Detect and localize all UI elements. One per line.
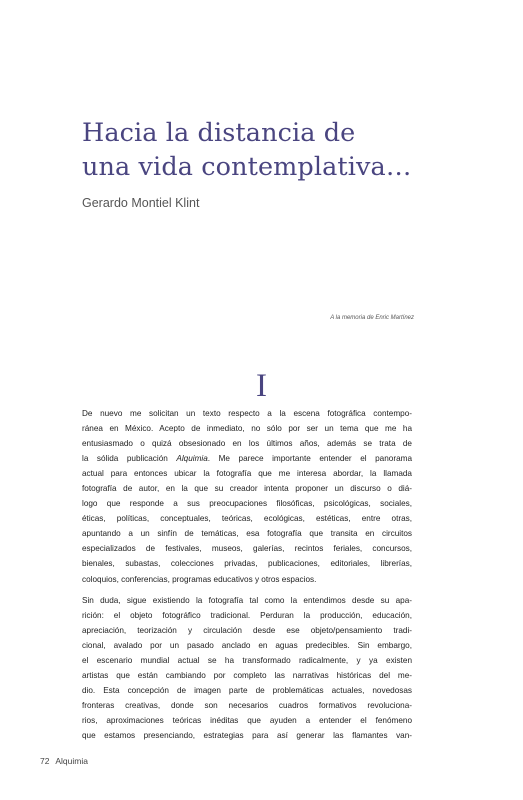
- body-paragraph-2: [82, 593, 412, 743]
- paragraph-line: dio. Esta concepción de imagen parte de problemáticas actuales, novedosas: [82, 686, 412, 696]
- paragraph-line: De nuevo me solicitan un texto respecto a la escena fotográfica contempo-: [82, 409, 412, 418]
- publication-name-italic: Alquimia: [176, 454, 208, 464]
- paragraph-line: el escenario mundial actual se ha transformado radicalmente, y ya existen: [82, 656, 412, 666]
- paragraph-line: especializados de festivales, museos, galerías, recintos feriales, concursos,: [82, 544, 412, 554]
- paragraph-line: artistas que están cambiando por completo las narrativas históricas del me-: [82, 671, 412, 681]
- article-title: [82, 116, 482, 184]
- paragraph-line: apreciación, teorización y circulación desde ese objeto/pensamiento tradi-: [82, 626, 412, 636]
- paragraph-line: coloquios, conferencias, programas educativos y otros espacios.: [82, 574, 317, 584]
- article-title-line-1: Hacia la distancia de: [82, 118, 356, 148]
- paragraph-line-segment: la sólida publicación: [82, 454, 177, 464]
- paragraph-line: [82, 451, 412, 466]
- paragraph-line: logo que responde a sus preocupaciones filosóficas, psicológicas, sociales,: [82, 499, 412, 509]
- paragraph-line: actual para entonces ubicar la fotografía que me interesa abordar, la llamada: [82, 469, 412, 479]
- paragraph-line: rios, aproximaciones teóricas inéditas que ayuden a entender el fenómeno: [82, 716, 412, 726]
- paragraph-line: fronteras creativas, donde son necesarios cuadros formativos revoluciona-: [82, 701, 412, 711]
- page-footer: [40, 756, 88, 766]
- paragraph-line: cional, avalado por un pasado anclado en aguas predecibles. Sin embargo,: [82, 641, 412, 651]
- body-paragraph-1: [82, 406, 412, 587]
- paragraph-line-segment: . Me parece importante entender el panorama: [207, 454, 412, 464]
- section-numeral: I: [256, 368, 267, 404]
- paragraph-line: ránea en México. Acepto de inmediato, no sólo por ser un tema que me ha: [82, 424, 412, 434]
- paragraph-line: bienales, subastas, colecciones privadas, publicaciones, editoriales, librerías,: [82, 559, 412, 569]
- page-number: 72: [40, 756, 50, 766]
- paragraph-line: éticas, políticas, conceptuales, teóricas, ecológicas, estéticas, entre otras,: [82, 514, 412, 524]
- publication-name: Alquimia: [55, 756, 88, 766]
- author-name: Gerardo Montiel Klint: [82, 196, 200, 210]
- paragraph-line: entusiasmado o quizá obsesionado en los últimos años, además se trata de: [82, 439, 412, 449]
- dedication: A la memoria de Enric Martínez: [330, 315, 414, 321]
- paragraph-line: fotografía de autor, en la que su creador intenta proponer un discurso o diá-: [82, 484, 412, 494]
- article-title-line-2: una vida contemplativa…: [82, 152, 412, 182]
- paragraph-line: Sin duda, sigue existiendo la fotografía tal como la entendimos desde su apa-: [82, 596, 412, 605]
- paragraph-line: rición: el objeto fotográfico tradicional. Perduran la producción, educación,: [82, 611, 412, 621]
- paragraph-line: apuntando a un sinfín de temáticas, esa fotografía que transita en circuitos: [82, 529, 412, 539]
- paragraph-line: que estamos presenciando, estrategias para así generar las flamantes van-: [82, 731, 412, 741]
